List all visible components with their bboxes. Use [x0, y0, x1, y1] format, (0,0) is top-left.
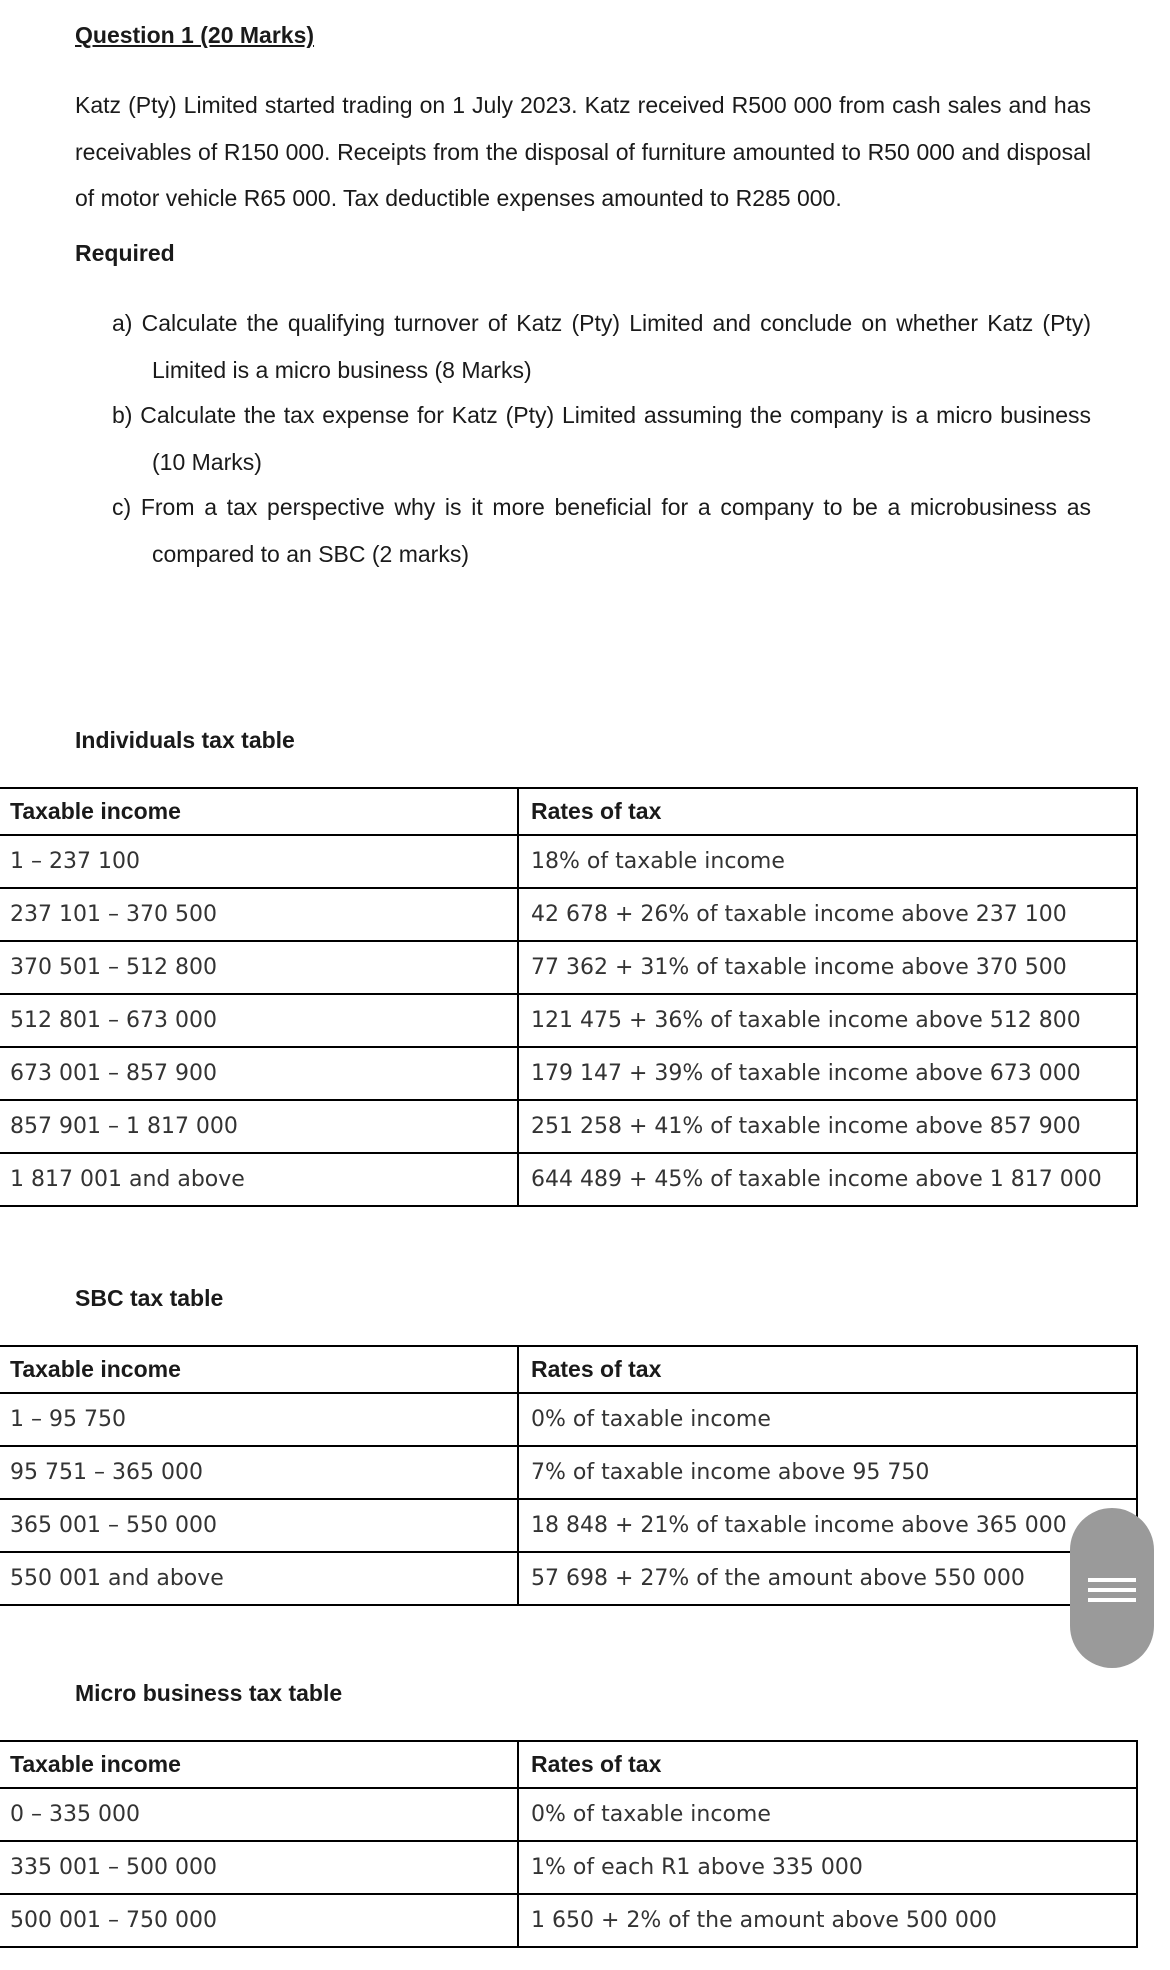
table-header-row: [0, 1741, 1137, 1788]
micro-business-tax-table: [0, 1740, 1138, 1948]
table-row: [0, 1788, 1137, 1841]
tax-rate-cell: 0% of taxable income: [518, 1788, 1137, 1841]
table-row: [0, 941, 1137, 994]
income-bracket-cell: 237 101 – 370 500: [0, 888, 518, 941]
income-bracket-cell: 500 001 – 750 000: [0, 1894, 518, 1947]
income-bracket-cell: 673 001 – 857 900: [0, 1047, 518, 1100]
required-heading: Required: [75, 240, 175, 266]
tax-rate-cell: 251 258 + 41% of taxable income above 857 900: [518, 1100, 1137, 1153]
required-item-a: a) Calculate the qualifying turnover of Katz (Pty) Limited and conclude on whether Katz (Pty) Limited is a micro business (8 Marks): [112, 310, 1091, 383]
question-title: Question 1 (20 Marks): [75, 22, 315, 48]
tax-rate-cell: 18 848 + 21% of taxable income above 365 000: [518, 1499, 1137, 1552]
income-bracket-cell: 0 – 335 000: [0, 1788, 518, 1841]
micro-table-title: Micro business tax table: [75, 1680, 343, 1706]
tax-rate-cell: 179 147 + 39% of taxable income above 673 000: [518, 1047, 1137, 1100]
table-row: [0, 994, 1137, 1047]
question-paragraph: Katz (Pty) Limited started trading on 1 July 2023. Katz received R500 000 from cash sales and has receivables of R150 000. Receipts from the disposal of furniture amounted to R50 000 and disposal of motor vehicle R65 000. Tax deductible expenses amounted to R285 000.: [75, 92, 1091, 211]
tax-rate-cell: 18% of taxable income: [518, 835, 1137, 888]
scroll-handle[interactable]: [1070, 1508, 1154, 1668]
table-row: [0, 1393, 1137, 1446]
income-bracket-cell: 512 801 – 673 000: [0, 994, 518, 1047]
tax-rate-cell: 1 650 + 2% of the amount above 500 000: [518, 1894, 1137, 1947]
table-row: [0, 1499, 1137, 1552]
table-row: [0, 1153, 1137, 1206]
required-item-c: c) From a tax perspective why is it more beneficial for a company to be a microbusiness as compared to an SBC (2 marks): [112, 494, 1091, 567]
income-bracket-cell: 1 817 001 and above: [0, 1153, 518, 1206]
income-bracket-cell: 550 001 and above: [0, 1552, 518, 1605]
income-bracket-cell: 1 – 95 750: [0, 1393, 518, 1446]
table-row: [0, 1841, 1137, 1894]
individuals-tax-table: [0, 787, 1138, 1207]
table-row: [0, 1047, 1137, 1100]
tax-rate-cell: 57 698 + 27% of the amount above 550 000: [518, 1552, 1137, 1605]
table-row: [0, 1446, 1137, 1499]
income-bracket-cell: 1 – 237 100: [0, 835, 518, 888]
tax-rate-cell: 1% of each R1 above 335 000: [518, 1841, 1137, 1894]
tax-rate-cell: 7% of taxable income above 95 750: [518, 1446, 1137, 1499]
column-header-taxable-income: Taxable income: [0, 1741, 518, 1788]
income-bracket-cell: 335 001 – 500 000: [0, 1841, 518, 1894]
table-row: [0, 888, 1137, 941]
column-header-taxable-income: Taxable income: [0, 788, 518, 835]
individuals-table-title: Individuals tax table: [75, 727, 295, 753]
table-header-row: [0, 1346, 1137, 1393]
table-row: [0, 835, 1137, 888]
required-list: [112, 300, 1091, 578]
income-bracket-cell: 370 501 – 512 800: [0, 941, 518, 994]
income-bracket-cell: 95 751 – 365 000: [0, 1446, 518, 1499]
table-header-row: [0, 788, 1137, 835]
column-header-taxable-income: Taxable income: [0, 1346, 518, 1393]
required-item-b: b) Calculate the tax expense for Katz (Pty) Limited assuming the company is a micro business (10 Marks): [112, 402, 1091, 475]
tax-rate-cell: 77 362 + 31% of taxable income above 370 500: [518, 941, 1137, 994]
tax-rate-cell: 121 475 + 36% of taxable income above 512 800: [518, 994, 1137, 1047]
table-row: [0, 1552, 1137, 1605]
tax-rate-cell: 42 678 + 26% of taxable income above 237 100: [518, 888, 1137, 941]
sbc-table-title: SBC tax table: [75, 1285, 224, 1311]
column-header-rates-of-tax: Rates of tax: [518, 1741, 1137, 1788]
table-row: [0, 1100, 1137, 1153]
table-row: [0, 1894, 1137, 1947]
tax-rate-cell: 644 489 + 45% of taxable income above 1 817 000: [518, 1153, 1137, 1206]
sbc-tax-table: [0, 1345, 1138, 1606]
income-bracket-cell: 857 901 – 1 817 000: [0, 1100, 518, 1153]
income-bracket-cell: 365 001 – 550 000: [0, 1499, 518, 1552]
column-header-rates-of-tax: Rates of tax: [518, 788, 1137, 835]
column-header-rates-of-tax: Rates of tax: [518, 1346, 1137, 1393]
tax-rate-cell: 0% of taxable income: [518, 1393, 1137, 1446]
